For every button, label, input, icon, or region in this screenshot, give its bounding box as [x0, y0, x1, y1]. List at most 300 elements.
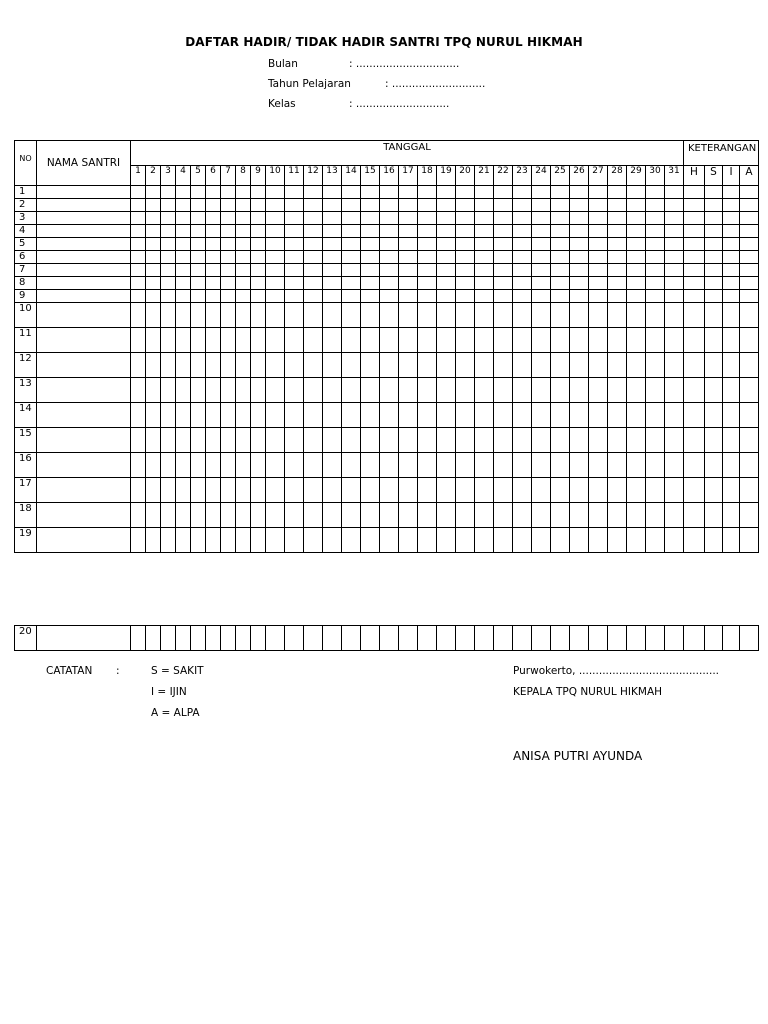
- attendance-cell: [266, 212, 285, 225]
- attendance-cell: [494, 478, 513, 503]
- attendance-cell: [342, 290, 361, 303]
- status-cell: [740, 453, 759, 478]
- attendance-cell: [456, 238, 475, 251]
- status-cell: [684, 528, 705, 553]
- status-cell: [740, 353, 759, 378]
- attendance-cell: [532, 238, 551, 251]
- attendance-cell: [456, 328, 475, 353]
- attendance-cell: [361, 199, 380, 212]
- attendance-cell: [437, 238, 456, 251]
- attendance-cell: [551, 277, 570, 290]
- attendance-cell: [285, 264, 304, 277]
- attendance-cell: [323, 403, 342, 428]
- attendance-cell: [494, 378, 513, 403]
- attendance-cell: [665, 212, 684, 225]
- attendance-cell: [304, 478, 323, 503]
- attendance-cell: [131, 428, 146, 453]
- attendance-cell: [456, 478, 475, 503]
- attendance-cell: [380, 290, 399, 303]
- nama-santri-cell: [37, 503, 131, 528]
- attendance-cell: [206, 403, 221, 428]
- attendance-cell: [342, 251, 361, 264]
- attendance-cell: [146, 353, 161, 378]
- table-row: [15, 626, 759, 651]
- attendance-cell: [191, 264, 206, 277]
- date-header-13: 13: [323, 166, 342, 186]
- attendance-cell: [627, 199, 646, 212]
- attendance-cell: [176, 238, 191, 251]
- note-alpa: A = ALPA: [151, 707, 200, 719]
- attendance-cell: [532, 528, 551, 553]
- attendance-cell: [418, 303, 437, 328]
- attendance-cell: [589, 353, 608, 378]
- attendance-cell: [456, 428, 475, 453]
- attendance-cell: [570, 353, 589, 378]
- attendance-cell: [551, 251, 570, 264]
- status-cell: [684, 453, 705, 478]
- attendance-cell: [532, 264, 551, 277]
- attendance-cell: [437, 212, 456, 225]
- attendance-cell: [494, 428, 513, 453]
- attendance-cell: [361, 626, 380, 651]
- attendance-cell: [146, 626, 161, 651]
- attendance-cell: [475, 251, 494, 264]
- notes-label: CATATAN: [46, 665, 93, 677]
- attendance-cell: [570, 277, 589, 290]
- attendance-cell: [418, 238, 437, 251]
- attendance-cell: [380, 626, 399, 651]
- attendance-cell: [191, 403, 206, 428]
- status-cell: [684, 277, 705, 290]
- status-cell: [705, 251, 723, 264]
- attendance-cell: [176, 503, 191, 528]
- table-row: [15, 225, 759, 238]
- attendance-cell: [161, 277, 176, 290]
- attendance-cell: [176, 528, 191, 553]
- row-number: 5: [15, 238, 37, 251]
- attendance-cell: [176, 626, 191, 651]
- table-row: [15, 453, 759, 478]
- attendance-cell: [551, 303, 570, 328]
- attendance-cell: [236, 403, 251, 428]
- attendance-cell: [236, 225, 251, 238]
- attendance-cell: [551, 528, 570, 553]
- attendance-cell: [608, 199, 627, 212]
- attendance-cell: [399, 528, 418, 553]
- attendance-cell: [176, 478, 191, 503]
- attendance-cell: [131, 453, 146, 478]
- attendance-cell: [221, 277, 236, 290]
- attendance-cell: [627, 353, 646, 378]
- attendance-cell: [665, 428, 684, 453]
- table-row: [15, 353, 759, 378]
- attendance-cell: [532, 428, 551, 453]
- attendance-cell: [361, 251, 380, 264]
- row-number: 12: [15, 353, 37, 378]
- nama-santri-cell: [37, 186, 131, 199]
- attendance-cell: [646, 251, 665, 264]
- attendance-cell: [304, 528, 323, 553]
- attendance-cell: [399, 264, 418, 277]
- attendance-cell: [456, 199, 475, 212]
- table-row: [15, 199, 759, 212]
- attendance-cell: [221, 626, 236, 651]
- date-header-7: 7: [221, 166, 236, 186]
- attendance-cell: [494, 626, 513, 651]
- attendance-cell: [285, 453, 304, 478]
- status-cell: [740, 251, 759, 264]
- attendance-cell: [589, 238, 608, 251]
- attendance-cell: [161, 528, 176, 553]
- date-header-15: 15: [361, 166, 380, 186]
- row-number: 6: [15, 251, 37, 264]
- attendance-cell: [437, 186, 456, 199]
- attendance-cell: [131, 212, 146, 225]
- attendance-cell: [513, 328, 532, 353]
- attendance-cell: [475, 303, 494, 328]
- date-header-27: 27: [589, 166, 608, 186]
- status-cell: [740, 199, 759, 212]
- attendance-cell: [266, 186, 285, 199]
- attendance-cell: [236, 328, 251, 353]
- attendance-cell: [513, 428, 532, 453]
- attendance-cell: [608, 212, 627, 225]
- attendance-cell: [191, 225, 206, 238]
- attendance-cell: [131, 290, 146, 303]
- attendance-cell: [161, 251, 176, 264]
- attendance-cell: [251, 251, 266, 264]
- attendance-cell: [570, 238, 589, 251]
- attendance-cell: [456, 528, 475, 553]
- attendance-cell: [221, 251, 236, 264]
- attendance-cell: [221, 264, 236, 277]
- attendance-cell: [437, 503, 456, 528]
- attendance-cell: [161, 378, 176, 403]
- attendance-cell: [418, 328, 437, 353]
- attendance-cell: [532, 225, 551, 238]
- nama-santri-cell: [37, 238, 131, 251]
- attendance-cell: [206, 290, 221, 303]
- attendance-cell: [456, 251, 475, 264]
- attendance-cell: [266, 277, 285, 290]
- row-number: 11: [15, 328, 37, 353]
- attendance-cell: [551, 478, 570, 503]
- attendance-cell: [361, 212, 380, 225]
- attendance-cell: [131, 353, 146, 378]
- note-ijin: I = IJIN: [151, 686, 187, 698]
- attendance-cell: [627, 277, 646, 290]
- attendance-cell: [206, 478, 221, 503]
- attendance-cell: [206, 626, 221, 651]
- status-cell: [740, 264, 759, 277]
- attendance-cell: [589, 378, 608, 403]
- attendance-cell: [266, 199, 285, 212]
- attendance-cell: [221, 225, 236, 238]
- attendance-cell: [570, 328, 589, 353]
- attendance-cell: [236, 186, 251, 199]
- attendance-cell: [399, 626, 418, 651]
- attendance-cell: [665, 277, 684, 290]
- status-cell: [684, 303, 705, 328]
- attendance-cell: [494, 353, 513, 378]
- attendance-cell: [513, 353, 532, 378]
- attendance-cell: [380, 238, 399, 251]
- date-header-5: 5: [191, 166, 206, 186]
- attendance-cell: [304, 186, 323, 199]
- attendance-cell: [475, 290, 494, 303]
- attendance-cell: [589, 626, 608, 651]
- attendance-cell: [627, 186, 646, 199]
- date-header-25: 25: [551, 166, 570, 186]
- attendance-cell: [665, 290, 684, 303]
- status-cell: [705, 277, 723, 290]
- attendance-cell: [191, 186, 206, 199]
- attendance-cell: [608, 528, 627, 553]
- attendance-cell: [551, 626, 570, 651]
- attendance-cell: [627, 528, 646, 553]
- attendance-cell: [380, 186, 399, 199]
- status-cell: [684, 478, 705, 503]
- date-header-31: 31: [665, 166, 684, 186]
- attendance-cell: [646, 353, 665, 378]
- attendance-cell: [266, 478, 285, 503]
- status-cell: [723, 428, 740, 453]
- table-row: [15, 277, 759, 290]
- status-cell: [705, 353, 723, 378]
- attendance-cell: [146, 328, 161, 353]
- attendance-cell: [380, 378, 399, 403]
- date-header-23: 23: [513, 166, 532, 186]
- nama-santri-cell: [37, 403, 131, 428]
- attendance-cell: [323, 378, 342, 403]
- attendance-cell: [475, 225, 494, 238]
- document-title: DAFTAR HADIR/ TIDAK HADIR SANTRI TPQ NURUL HIKMAH: [185, 35, 583, 49]
- attendance-cell: [380, 225, 399, 238]
- attendance-cell: [627, 238, 646, 251]
- attendance-cell: [475, 403, 494, 428]
- attendance-cell: [206, 303, 221, 328]
- attendance-cell: [146, 303, 161, 328]
- attendance-cell: [191, 238, 206, 251]
- status-cell: [705, 428, 723, 453]
- attendance-cell: [380, 428, 399, 453]
- attendance-cell: [361, 264, 380, 277]
- attendance-cell: [361, 428, 380, 453]
- attendance-cell: [361, 453, 380, 478]
- bulan-label: Bulan: [268, 58, 298, 70]
- attendance-cell: [513, 238, 532, 251]
- attendance-cell: [323, 238, 342, 251]
- status-cell: [705, 212, 723, 225]
- attendance-cell: [251, 186, 266, 199]
- attendance-cell: [146, 453, 161, 478]
- attendance-cell: [191, 528, 206, 553]
- attendance-cell: [456, 453, 475, 478]
- attendance-cell: [513, 212, 532, 225]
- attendance-cell: [494, 238, 513, 251]
- attendance-cell: [399, 251, 418, 264]
- attendance-cell: [251, 264, 266, 277]
- attendance-cell: [342, 225, 361, 238]
- status-cell: [740, 478, 759, 503]
- date-header-19: 19: [437, 166, 456, 186]
- attendance-cell: [380, 528, 399, 553]
- status-cell: [723, 303, 740, 328]
- attendance-cell: [342, 328, 361, 353]
- attendance-cell: [570, 403, 589, 428]
- attendance-cell: [589, 478, 608, 503]
- attendance-cell: [146, 238, 161, 251]
- row-number: 15: [15, 428, 37, 453]
- attendance-cell: [191, 199, 206, 212]
- table-row: [15, 238, 759, 251]
- attendance-cell: [380, 199, 399, 212]
- attendance-cell: [418, 378, 437, 403]
- status-cell: [684, 378, 705, 403]
- attendance-cell: [608, 290, 627, 303]
- signature-place-date: Purwokerto, ..........................................: [513, 665, 720, 677]
- attendance-cell: [456, 503, 475, 528]
- attendance-cell: [513, 378, 532, 403]
- attendance-cell: [437, 378, 456, 403]
- attendance-cell: [532, 353, 551, 378]
- attendance-cell: [665, 478, 684, 503]
- attendance-cell: [361, 403, 380, 428]
- attendance-cell: [646, 212, 665, 225]
- attendance-cell: [380, 303, 399, 328]
- attendance-cell: [342, 303, 361, 328]
- attendance-cell: [221, 290, 236, 303]
- header-no: NO: [15, 141, 37, 186]
- attendance-cell: [361, 503, 380, 528]
- attendance-cell: [131, 277, 146, 290]
- row-number: 13: [15, 378, 37, 403]
- attendance-cell: [399, 238, 418, 251]
- attendance-cell: [342, 238, 361, 251]
- attendance-cell: [221, 328, 236, 353]
- attendance-cell: [627, 264, 646, 277]
- status-cell: [705, 453, 723, 478]
- status-cell: [723, 328, 740, 353]
- attendance-cell: [494, 503, 513, 528]
- status-cell: [684, 238, 705, 251]
- attendance-cell: [161, 238, 176, 251]
- attendance-cell: [475, 378, 494, 403]
- attendance-cell: [399, 403, 418, 428]
- date-header-29: 29: [627, 166, 646, 186]
- status-cell: [740, 328, 759, 353]
- status-cell: [684, 328, 705, 353]
- attendance-cell: [646, 199, 665, 212]
- attendance-cell: [399, 186, 418, 199]
- attendance-cell: [221, 428, 236, 453]
- status-cell: [723, 290, 740, 303]
- attendance-cell: [589, 290, 608, 303]
- attendance-cell: [589, 328, 608, 353]
- attendance-cell: [399, 277, 418, 290]
- attendance-cell: [570, 428, 589, 453]
- attendance-cell: [418, 290, 437, 303]
- date-header-1: 1: [131, 166, 146, 186]
- attendance-cell: [176, 428, 191, 453]
- attendance-cell: [323, 453, 342, 478]
- attendance-cell: [589, 212, 608, 225]
- attendance-cell: [589, 251, 608, 264]
- nama-santri-cell: [37, 453, 131, 478]
- status-cell: [705, 186, 723, 199]
- attendance-cell: [456, 626, 475, 651]
- status-cell: [723, 199, 740, 212]
- attendance-cell: [532, 626, 551, 651]
- attendance-cell: [206, 212, 221, 225]
- attendance-cell: [513, 199, 532, 212]
- attendance-cell: [221, 212, 236, 225]
- attendance-cell: [304, 251, 323, 264]
- attendance-cell: [146, 186, 161, 199]
- attendance-cell: [176, 186, 191, 199]
- attendance-cell: [513, 626, 532, 651]
- header-keterangan: KETERANGAN: [684, 141, 759, 166]
- attendance-cell: [206, 378, 221, 403]
- status-cell: [723, 626, 740, 651]
- attendance-cell: [418, 225, 437, 238]
- nama-santri-cell: [37, 303, 131, 328]
- attendance-cell: [665, 353, 684, 378]
- date-header-20: 20: [456, 166, 475, 186]
- attendance-cell: [589, 199, 608, 212]
- attendance-cell: [342, 264, 361, 277]
- attendance-cell: [646, 277, 665, 290]
- status-cell: [740, 528, 759, 553]
- row-number: 2: [15, 199, 37, 212]
- bulan-value: : ...............................: [349, 58, 460, 70]
- attendance-cell: [437, 403, 456, 428]
- attendance-cell: [285, 277, 304, 290]
- attendance-cell: [251, 378, 266, 403]
- table-row: [15, 403, 759, 428]
- attendance-cell: [206, 186, 221, 199]
- attendance-cell: [304, 264, 323, 277]
- attendance-cell: [146, 251, 161, 264]
- attendance-cell: [304, 199, 323, 212]
- status-header-h: H: [684, 166, 705, 186]
- nama-santri-cell: [37, 528, 131, 553]
- status-cell: [705, 528, 723, 553]
- attendance-cell: [266, 626, 285, 651]
- attendance-cell: [191, 353, 206, 378]
- attendance-cell: [342, 503, 361, 528]
- status-cell: [684, 290, 705, 303]
- status-cell: [740, 212, 759, 225]
- attendance-cell: [342, 478, 361, 503]
- attendance-cell: [418, 453, 437, 478]
- attendance-cell: [251, 328, 266, 353]
- attendance-cell: [285, 303, 304, 328]
- attendance-cell: [206, 353, 221, 378]
- status-cell: [684, 186, 705, 199]
- table-gap: [15, 553, 759, 626]
- attendance-cell: [627, 303, 646, 328]
- attendance-cell: [131, 251, 146, 264]
- attendance-cell: [589, 403, 608, 428]
- attendance-cell: [251, 428, 266, 453]
- attendance-cell: [131, 378, 146, 403]
- attendance-cell: [475, 328, 494, 353]
- status-cell: [723, 503, 740, 528]
- status-cell: [684, 199, 705, 212]
- attendance-cell: [206, 528, 221, 553]
- signature-position: KEPALA TPQ NURUL HIKMAH: [513, 686, 663, 698]
